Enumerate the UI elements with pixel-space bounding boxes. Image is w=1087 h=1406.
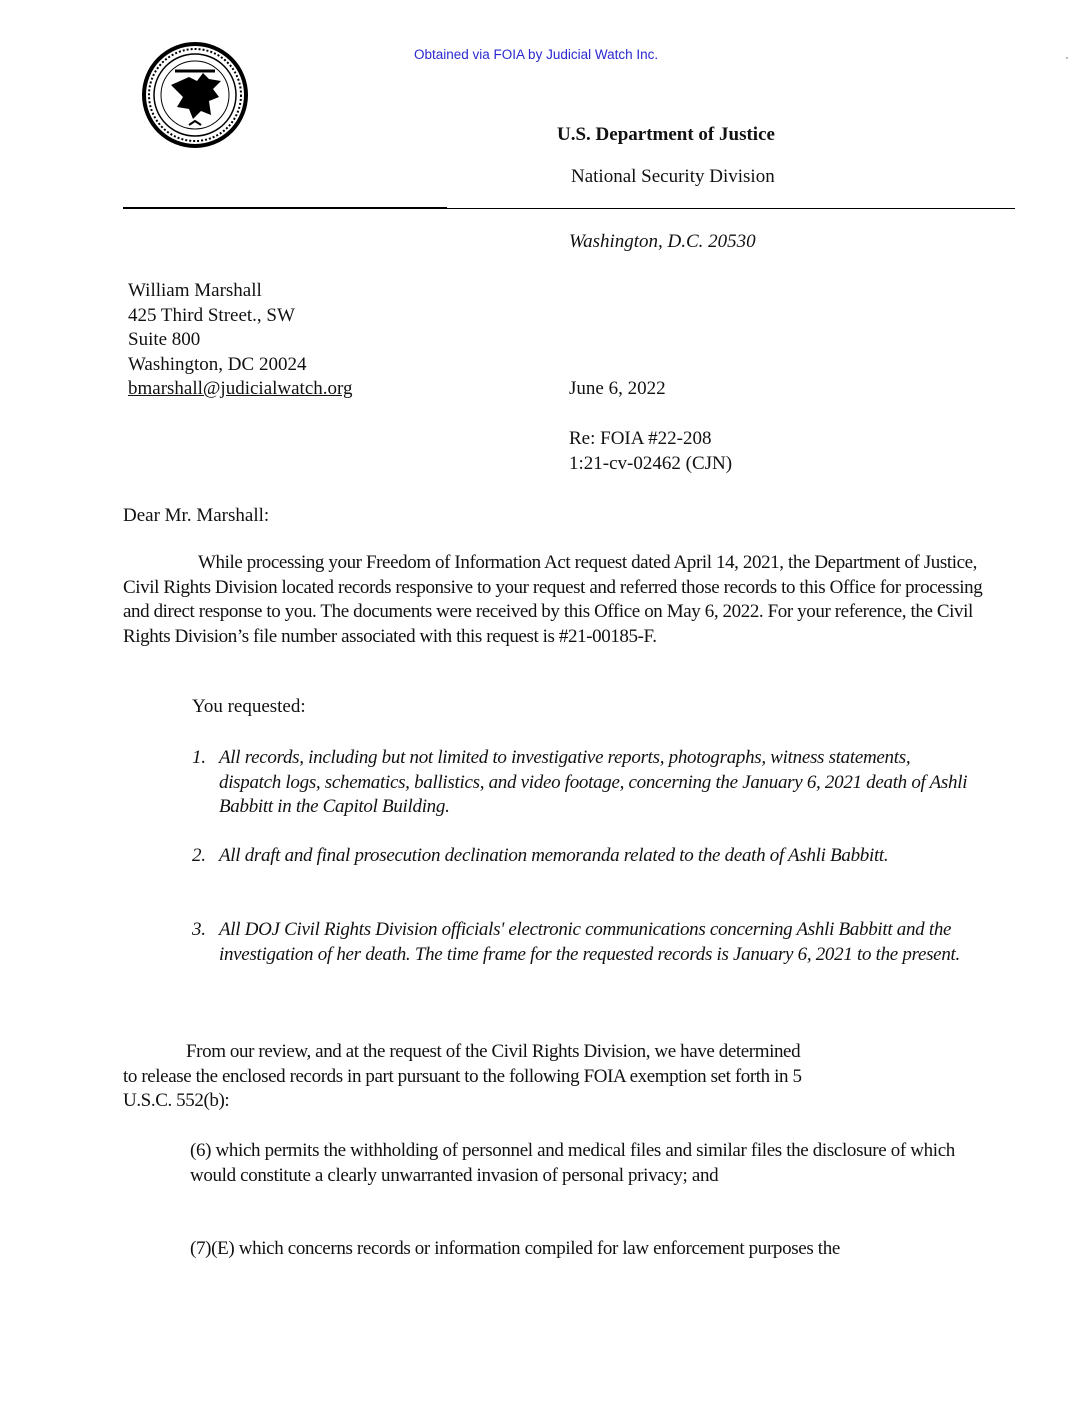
paragraph-review-text: From our review, and at the request of the Civil Rights Division, we have determined to release the enclosed records in part pursuant to the following FOIA exemption set forth in 5 U.S.C. 552(b): bbox=[123, 1041, 802, 1111]
foia-number: Re: FOIA #22-208 bbox=[569, 428, 712, 449]
division-name: National Security Division bbox=[571, 166, 775, 187]
scan-speck bbox=[1066, 57, 1068, 59]
recipient-email-link[interactable]: bmarshall@judicialwatch.org bbox=[128, 378, 353, 399]
exemption-item: (7)(E) which concerns records or information compiled for law enforcement purposes the bbox=[190, 1238, 840, 1259]
reference-block bbox=[569, 427, 732, 476]
request-number: 1. bbox=[192, 747, 206, 768]
recipient-street: 425 Third Street., SW bbox=[128, 304, 295, 326]
paragraph-processing bbox=[123, 551, 983, 649]
request-item bbox=[192, 918, 972, 967]
request-number: 3. bbox=[192, 919, 206, 940]
recipient-name: William Marshall bbox=[128, 280, 262, 301]
case-number: 1:21-cv-02462 (CJN) bbox=[569, 452, 733, 474]
request-item bbox=[192, 844, 972, 869]
letter-date: June 6, 2022 bbox=[569, 378, 666, 399]
recipient-address bbox=[128, 279, 353, 402]
recipient-suite: Suite 800 bbox=[128, 329, 201, 350]
request-text: All draft and final prosecution declination memoranda related to the death of Ashli Babbitt. bbox=[219, 845, 889, 866]
salutation: Dear Mr. Marshall: bbox=[123, 505, 270, 526]
requested-intro: You requested: bbox=[192, 696, 306, 717]
doj-seal-icon bbox=[141, 41, 249, 149]
request-item bbox=[192, 746, 972, 820]
paragraph-review bbox=[123, 1040, 803, 1114]
exemption-item: (6) which permits the withholding of personnel and medical files and similar files the disclosure of which would constitute a clearly unwarranted invasion of personal privacy; and bbox=[190, 1140, 955, 1186]
recipient-city: Washington, DC 20024 bbox=[128, 353, 307, 375]
letterhead-city: Washington, D.C. 20530 bbox=[569, 231, 756, 252]
department-name: U.S. Department of Justice bbox=[557, 124, 775, 145]
request-text: All records, including but not limited to investigative reports, photographs, witness statements, dispatch logs, schematics, ballistics, and video footage, concerning the January 6, 2021 death of Ashli Babbitt in the Capitol Building. bbox=[219, 747, 968, 817]
paragraph-processing-text: While processing your Freedom of Information Act request dated April 14, 2021, the Department of Justice, Civil Rights Division located records responsive to your request and referred those records to this Office for processing and direct response to you. The documents were received by this Office on May 6, 2022. For your reference, the Civil Rights Division’s file number associated with this request is #21-00185-F. bbox=[123, 552, 983, 647]
request-number: 2. bbox=[192, 845, 206, 866]
request-text: All DOJ Civil Rights Division officials' electronic communications concerning Ashli Babbitt and the investigation of her death. The time frame for the requested records is January 6, 2021 to the present. bbox=[219, 919, 960, 965]
letterhead-rule-thin bbox=[447, 208, 1015, 209]
foia-watermark: Obtained via FOIA by Judicial Watch Inc. bbox=[414, 47, 659, 62]
letterhead-rule bbox=[123, 207, 447, 209]
